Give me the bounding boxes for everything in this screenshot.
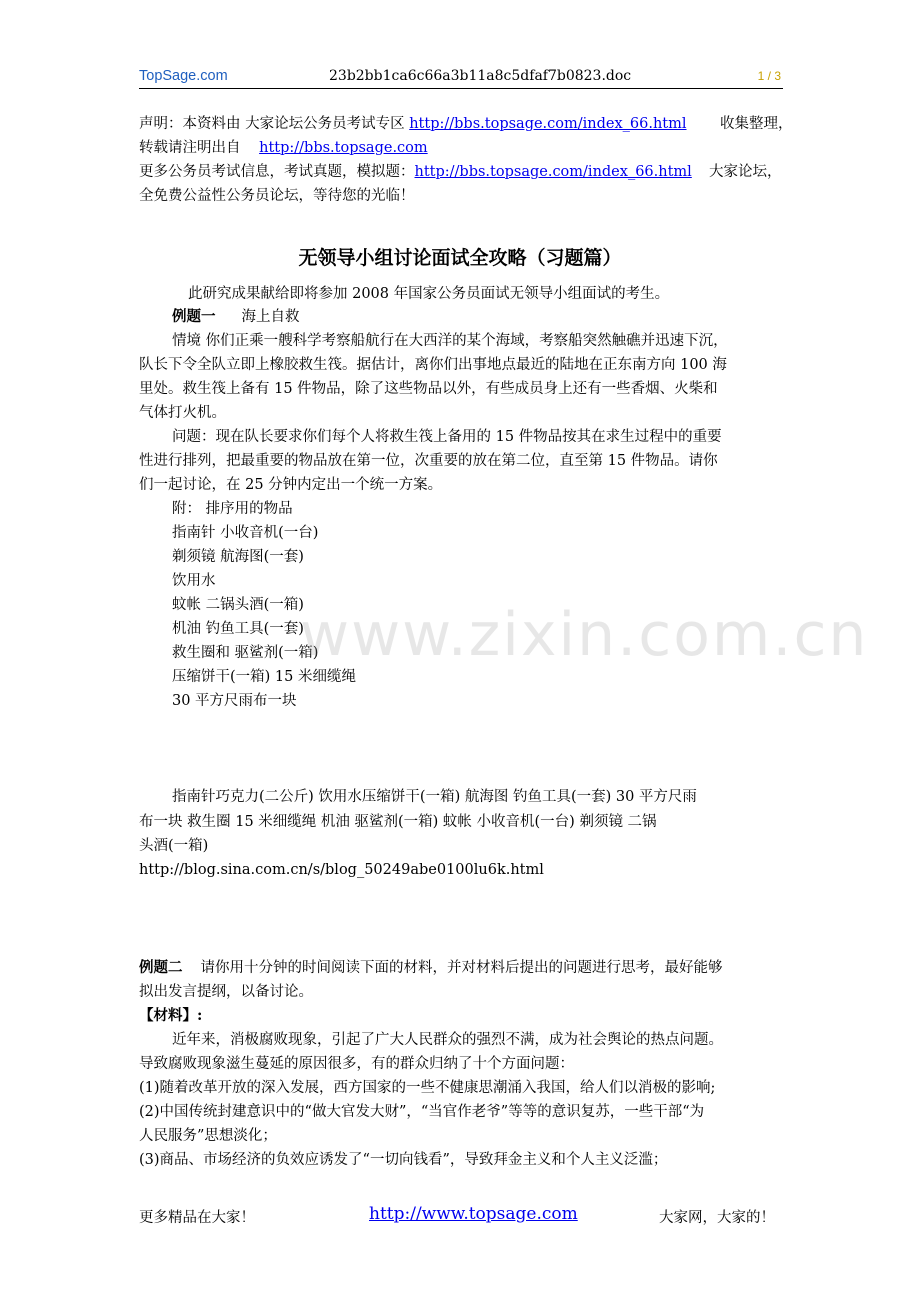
material-line: 人民服务”思想淡化； xyxy=(139,1128,277,1144)
scenario-line: 里处。救生筏上备有 15 件物品，除了这些物品以外，有些成员身上还有一些香烟、火柴和 xyxy=(139,381,718,397)
answer-line: 布一块 救生圈 15 米细缆绳 机油 驱鲨剂(一箱) 蚊帐 小收音机(一台) 剃须镜 二锅 xyxy=(139,814,657,830)
example-1-heading xyxy=(172,306,300,328)
notice-line-1-end: 收集整理， xyxy=(720,116,793,132)
question-line: 们一起讨论，在 25 分钟内定出一个统一方案。 xyxy=(139,477,443,493)
question-line: 性进行排列，把最重要的物品放在第一位，次重要的放在第二位，直至第 15 件物品。请你 xyxy=(139,453,718,469)
example-2-line: 拟出发言提纲，以备讨论。 xyxy=(139,984,313,1000)
intro-paragraph: 此研究成果献给即将参加 2008 年国家公务员面试无领导小组面试的考生。 xyxy=(188,286,670,302)
document-filename: 23b2bb1ca6c66a3b11a8c5dfaf7b0823.doc xyxy=(329,68,632,84)
material-line: (3)商品、市场经济的负效应诱发了“一切向钱看”，导致拜金主义和个人主义泛滥； xyxy=(139,1152,668,1168)
page-number: 1 / 3 xyxy=(757,69,781,83)
item-line: 蚊帐 二锅头酒(一箱) xyxy=(172,597,304,613)
notice-line-4: 全免费公益性公务员论坛，等待您的光临！ xyxy=(139,188,415,204)
item-line: 30 平方尺雨布一块 xyxy=(172,693,297,709)
notice-line-3 xyxy=(139,161,692,183)
example-1-name: 海上自救 xyxy=(241,309,300,325)
watermark: www.zixin.com.cn xyxy=(300,600,869,670)
footer-left: 更多精品在大家！ xyxy=(139,1210,255,1226)
item-line: 压缩饼干(一箱) 15 米细缆绳 xyxy=(172,669,356,685)
footer-link[interactable]: http://www.topsage.com xyxy=(369,1204,578,1224)
answer-line: 指南针巧克力(二公斤) 饮用水压缩饼干(一箱) 航海图 钓鱼工具(一套) 30 平方尺雨 xyxy=(172,789,697,805)
scenario-line: 气体打火机。 xyxy=(139,405,226,421)
scenario-line: 情境 你们正乘一艘科学考察船航行在大西洋的某个海域，考察船突然触礁并迅速下沉， xyxy=(172,333,728,349)
notice-link-index66[interactable]: http://bbs.topsage.com/index_66.html xyxy=(409,116,687,132)
notice-link-index66-2[interactable]: http://bbs.topsage.com/index_66.html xyxy=(414,164,692,180)
material-line: (1)随着改革开放的深入发展，西方国家的一些不健康思潮涌入我国，给人们以消极的影响; xyxy=(139,1080,716,1096)
item-line: 剃须镜 航海图(一套) xyxy=(172,549,304,565)
notice-line-1 xyxy=(139,113,687,135)
notice-text: 更多公务员考试信息，考试真题，模拟题： xyxy=(139,164,415,180)
site-name[interactable]: TopSage.com xyxy=(139,68,228,84)
source-url: http://blog.sina.com.cn/s/blog_50249abe0100lu6k.html xyxy=(139,862,544,878)
item-line: 机油 钓鱼工具(一套) xyxy=(172,621,304,637)
page-footer xyxy=(139,1206,783,1228)
notice-text: 声明：本资料由 大家论坛公务员考试专区 xyxy=(139,116,410,132)
example-2-text: 请你用十分钟的时间阅读下面的材料，并对材料后提出的问题进行思考，最好能够 xyxy=(200,960,723,976)
question-line: 问题：现在队长要求你们每个人将救生筏上备用的 15 件物品按其在求生过程中的重要 xyxy=(172,429,722,445)
item-line: 救生圈和 驱鲨剂(一箱) xyxy=(172,645,319,661)
page-header xyxy=(139,66,783,89)
notice-line-3-end: 大家论坛， xyxy=(709,164,782,180)
item-line: 指南针 小收音机(一台) xyxy=(172,525,319,541)
material-line: 导致腐败现象滋生蔓延的原因很多，有的群众归纳了十个方面问题： xyxy=(139,1056,574,1072)
example-2-heading xyxy=(139,957,723,979)
item-line: 饮用水 xyxy=(172,573,216,589)
notice-link-bbs[interactable]: http://bbs.topsage.com xyxy=(259,140,428,156)
answer-line: 头酒(一箱) xyxy=(139,838,209,854)
scenario-line: 队长下令全队立即上橡胶救生筏。据估计，离你们出事地点最近的陆地在正东南方向 100 海 xyxy=(139,357,727,373)
document-title: 无领导小组讨论面试全攻略（习题篇） xyxy=(298,247,622,269)
example-2-label: 例题二 xyxy=(139,959,183,976)
items-heading: 附： 排序用的物品 xyxy=(172,501,293,517)
notice-text: 转载请注明出自 xyxy=(139,140,246,156)
material-line: 近年来，消极腐败现象，引起了广大人民群众的强烈不满，成为社会舆论的热点问题。 xyxy=(172,1032,723,1048)
notice-line-2 xyxy=(139,137,428,159)
material-line: (2)中国传统封建意识中的“做大官发大财”，“当官作老爷”等等的意识复苏，一些干部“为 xyxy=(139,1104,705,1120)
example-1-label: 例题一 xyxy=(172,308,216,325)
footer-right: 大家网，大家的！ xyxy=(659,1210,775,1226)
material-label: 【材料】: xyxy=(139,1007,203,1024)
